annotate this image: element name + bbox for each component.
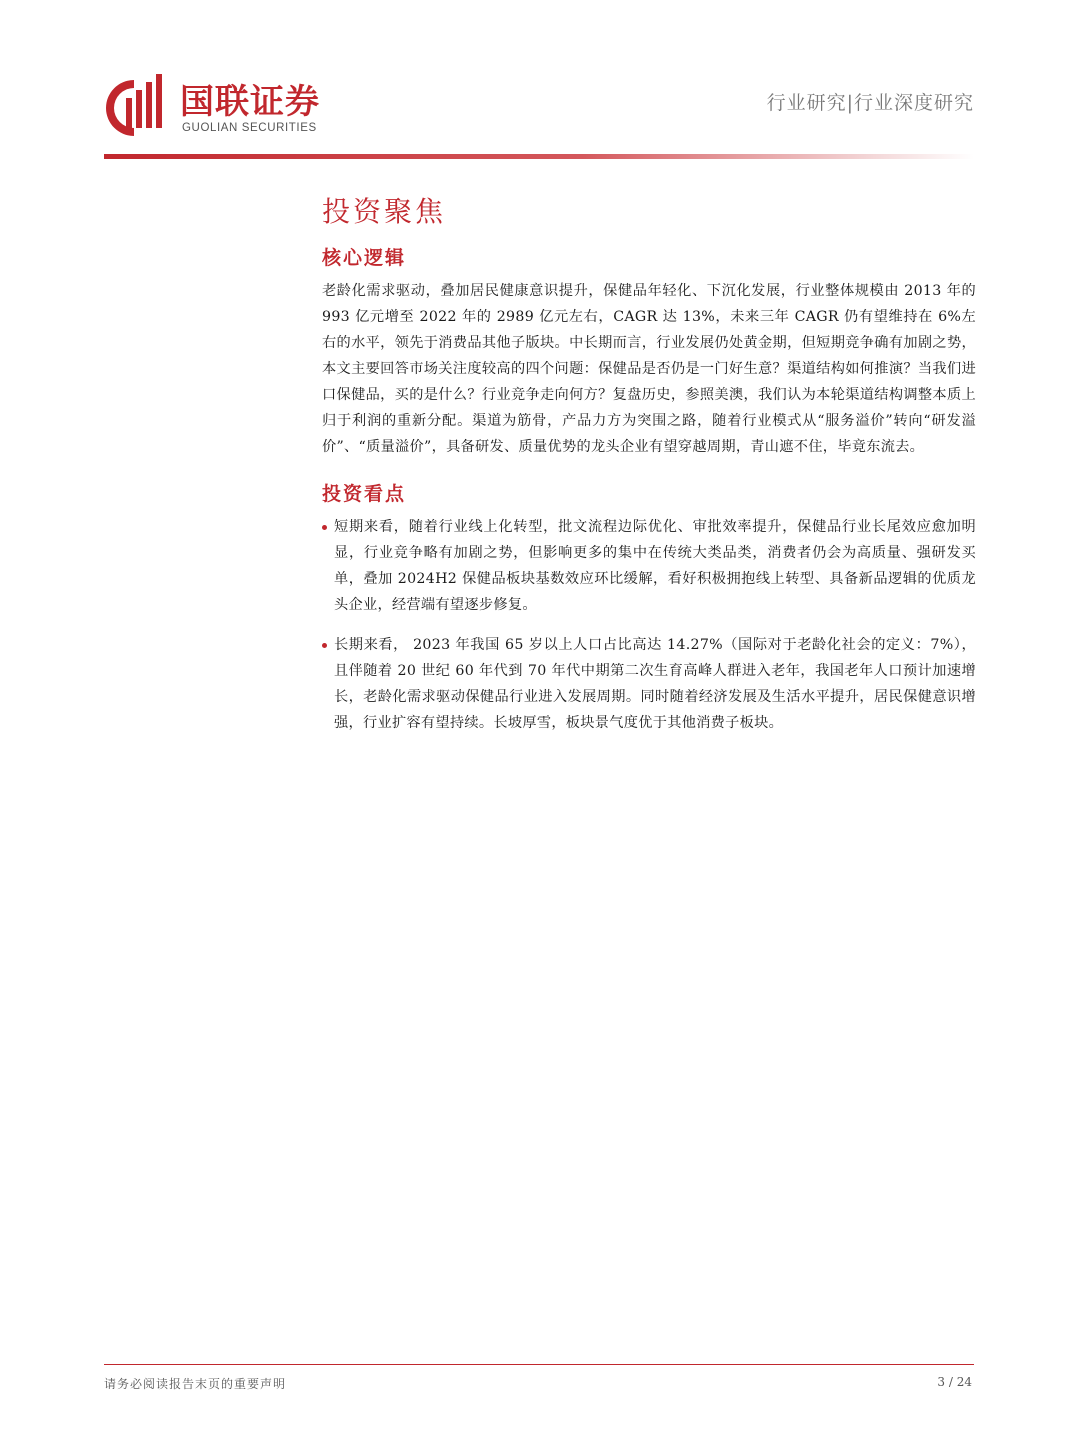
footer-disclaimer: 请务必阅读报告末页的重要声明: [104, 1377, 287, 1391]
logo-chinese-name: 国联证券: [180, 82, 320, 122]
page-header: [0, 0, 1080, 160]
footer-divider: [104, 1364, 974, 1365]
guolian-logo-icon: [104, 72, 166, 138]
logo-english-name: GUOLIAN SECURITIES: [182, 122, 317, 134]
core-logic-heading: 核心逻辑: [322, 247, 407, 269]
core-logic-paragraph: 老龄化需求驱动，叠加居民健康意识提升，保健品年轻化、下沉化发展，行业整体规模由 2013 年的 993 亿元增至 2022 年的 2989 亿元左右，CAGR 达 13%，未来三年 CAGR 仍有望维持在 6%左右的水平，领先于消费品其他子版块。中长期而言，行业发展仍处黄金期，但短期竞争确有加剧之势，本文主要回答市场关注度较高的四个问题：保健品是否仍是一门好生意？渠道结构如何推演？当我们进口保健品，买的是什么？行业竞争走向何方？复盘历史，参照美澳，我们认为本轮渠道结构调整本质上归于利润的重新分配。渠道为筋骨，产品力方为突围之路，随着行业模式从“服务溢价”转向“研发溢价”、“质量溢价”，具备研发、质量优势的龙头企业有望穿越周期，青山遮不住，毕竟东流去。: [322, 283, 976, 455]
main-content: [322, 192, 976, 750]
report-type-label: 行业研究|行业深度研究: [766, 92, 974, 114]
highlights-list: [322, 514, 976, 736]
page-number: 3 / 24: [937, 1375, 972, 1389]
highlights-heading: 投资看点: [322, 483, 407, 505]
highlight-long-term-text: 长期来看， 2023 年我国 65 岁以上人口占比高达 14.27%（国际对于老龄化社会的定义：7%），且伴随着 20 世纪 60 年代到 70 年代中期第二次生育高峰人群进入老年，我国老年人口预计加速增长，老龄化需求驱动保健品行业进入发展周期。同时随着经济发展及生活水平提升，居民保健意识增强，行业扩容有望持续。长坡厚雪，板块景气度优于其他消费子板块。: [334, 637, 976, 731]
highlight-short-term-text: 短期来看，随着行业线上化转型，批文流程边际优化、审批效率提升，保健品行业长尾效应愈加明显，行业竞争略有加剧之势，但影响更多的集中在传统大类品类，消费者仍会为高质量、强研发买单，叠加 2024H2 保健品板块基数效应环比缓解，看好积极拥抱线上转型、具备新品逻辑的优质龙头企业，经营端有望逐步修复。: [334, 519, 976, 613]
page-title: 投资聚焦: [322, 195, 447, 228]
bullet-icon: [322, 643, 327, 648]
list-item: [322, 514, 976, 618]
bullet-icon: [322, 525, 327, 530]
list-item: [322, 632, 976, 736]
header-divider: [104, 154, 974, 159]
